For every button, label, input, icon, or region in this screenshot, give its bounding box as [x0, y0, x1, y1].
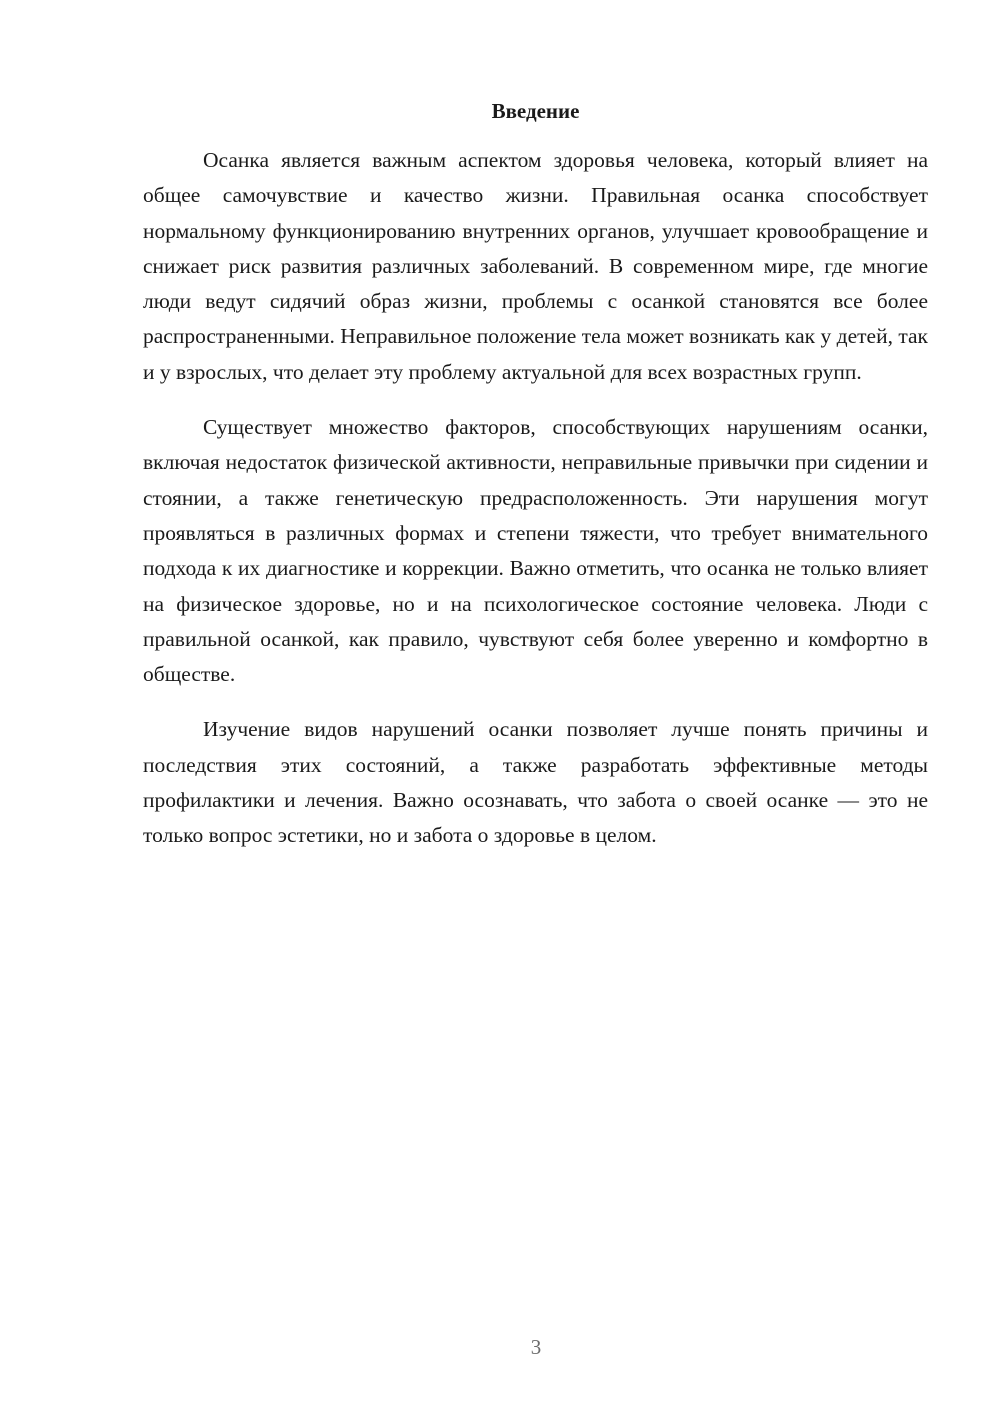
- body-text: [143, 143, 928, 874]
- page-number: 3: [530, 1335, 542, 1359]
- page-heading: Введение: [491, 99, 580, 123]
- paragraph-3: Изучение видов нарушений осанки позволяет лучше понять причины и последствия этих состояний, а также разработать эффективные методы профилактики и лечения. Важно осознавать, что забота о своей осанке — это не только вопрос эстетики, но и забота о здоровье в целом.: [143, 717, 928, 848]
- paragraph-2: Существует множество факторов, способствующих нарушениям осанки, включая недостаток физической активности, неправильные привычки при сидении и стоянии, а также генетическую предрасположенность. Эти нарушения могут проявляться в различных формах и степени тяжести, что требует внимательного подхода к их диагностике и коррекции. Важно отметить, что осанка не только влияет на физическое здоровье, но и на психологическое состояние человека. Люди с правильной осанкой, как правило, чувствуют себя более уверенно и комфортно в обществе.: [143, 415, 928, 687]
- paragraph-1: Осанка является важным аспектом здоровья человека, который влияет на общее самочувствие и качество жизни. Правильная осанка способствует нормальному функционированию внутренних органов, улучшает кровообращение и снижает риск развития различных заболеваний. В современном мире, где многие люди ведут сидячий образ жизни, проблемы с осанкой становятся все более распространенными. Неправильное положение тела может возникать как у детей, так и у взрослых, что делает эту проблему актуальной для всех возрастных групп.: [143, 148, 928, 384]
